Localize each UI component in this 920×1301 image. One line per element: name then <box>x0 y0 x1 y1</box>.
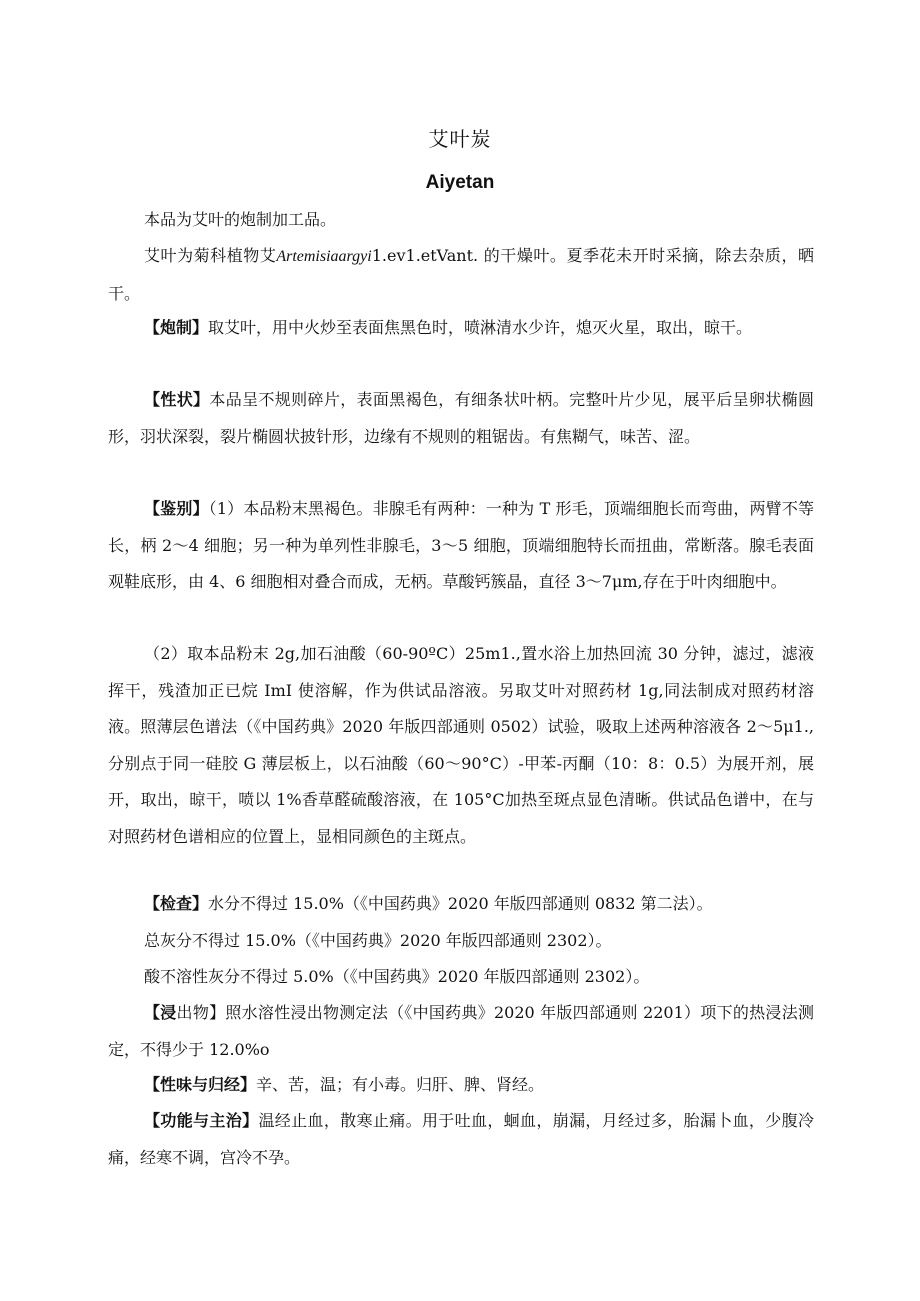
function-paragraph <box>108 1103 814 1176</box>
source-pre: 艾叶为菊科植物艾 <box>144 246 277 265</box>
processing-text: 取艾叶，用中火炒至表面焦黑色时，喷淋清水少许，熄灭火星，取出，晾干。 <box>208 318 753 337</box>
page-title: 艾叶炭 <box>428 127 492 151</box>
source-post: 1.ev1.etVant. 的干燥叶。夏季花未开时采摘，除去杂质，晒干。 <box>108 246 814 303</box>
identification-paragraph-2: （2）取本品粉末 2g,加石油酸（60-90ºC）25m1.,置水浴上加热回流 30 分钟，滤过，滤液挥干，残渣加正已烷 ImI 使溶解，作为供试品溶液。另取艾叶对照药材 1g,同法制成对照药材溶液。照薄层色谱法（《中国药典》2020 年版四部通则 0502）试验，吸取上述两种溶液各 2～5μ1.,分别点于同一硅胶 G 薄层板上，以石油酸（60～90°C）-甲苯-丙酮（10：8：0.5）为展开剂，展开，取出，晾干，喷以 1%香草醛硫酸溶液，在 105°C加热至斑点显色清晰。供试品色谱中，在与对照药材色谱相应的位置上，显相同颜色的主斑点。 <box>108 644 814 846</box>
inspection-heading: 【检查】 <box>144 894 209 913</box>
source-paragraph <box>108 238 814 312</box>
processing-paragraph <box>108 310 814 347</box>
inspection-text: 水分不得过 15.0%（《中国药典》2020 年版四部通则 0832 第二法）。 <box>208 894 713 913</box>
nature-text: 辛、苦，温；有小毒。归肝、脾、肾经。 <box>256 1075 545 1094</box>
identification-paragraph <box>108 491 814 601</box>
nature-heading-rest: 味与归经】 <box>176 1075 257 1094</box>
extract-text: 照水溶性浸出物测定法（《中国药典》2020 年版四部通则 2201）项下的热浸法测定，不得少于 12.0%o <box>108 1003 814 1059</box>
page-subtitle-pinyin: Aiyetan <box>425 172 495 193</box>
description-text: 本品呈不规则碎片，表面黑褐色，有细条状叶柄。完整叶片少见，展平后呈卵状椭圆形，羽状深裂，裂片椭圆状披针形，边缘有不规则的粗锯齿。有焦糊气，味苦、涩。 <box>108 390 814 446</box>
extract-heading: 【浸 <box>144 1003 177 1022</box>
intro-paragraph: 本品为艾叶的炮制加工品。 <box>144 210 337 229</box>
inspection-paragraph <box>108 886 814 923</box>
acid-ash-paragraph: 酸不溶性灰分不得过 5.0%（《中国药典》2020 年版四部通则 2302）。 <box>144 967 650 986</box>
nature-paragraph <box>108 1067 814 1104</box>
function-heading-rest: 能与主治】 <box>176 1111 259 1130</box>
latin-name: Artemisiaargyi <box>276 248 372 265</box>
function-text: 温经止血，散寒止痛。用于吐血，蛔血，崩漏，月经过多，胎漏卜血，少腹冷痛，经寒不调，宫冷不孕。 <box>108 1111 814 1167</box>
nature-heading: 【性 <box>144 1075 177 1094</box>
identification-text: （1）本品粉末黑褐色。非腺毛有两种：一种为 T 形毛，顶端细胞长而弯曲，两臂不等长，柄 2～4 细胞；另一种为单列性非腺毛，3～5 细胞，顶端细胞特长而扭曲，常断落。腺毛表面观鞋底形，由 4、6 细胞相对叠合而成，无柄。草酸钙簇晶，直径 3～7μm,存在于叶肉细胞中。 <box>108 499 814 591</box>
function-heading: 【功 <box>144 1111 177 1130</box>
description-paragraph <box>108 382 814 455</box>
total-ash-paragraph: 总灰分不得过 15.0%（《中国药典》2020 年版四部通则 2302）。 <box>144 931 612 950</box>
identification-heading: 【鉴别】 <box>144 499 209 518</box>
extract-heading-rest: 出物】 <box>176 1003 226 1022</box>
processing-heading: 【炮制】 <box>144 318 209 337</box>
description-heading: 【性状】 <box>144 390 210 409</box>
extract-paragraph <box>108 995 814 1068</box>
